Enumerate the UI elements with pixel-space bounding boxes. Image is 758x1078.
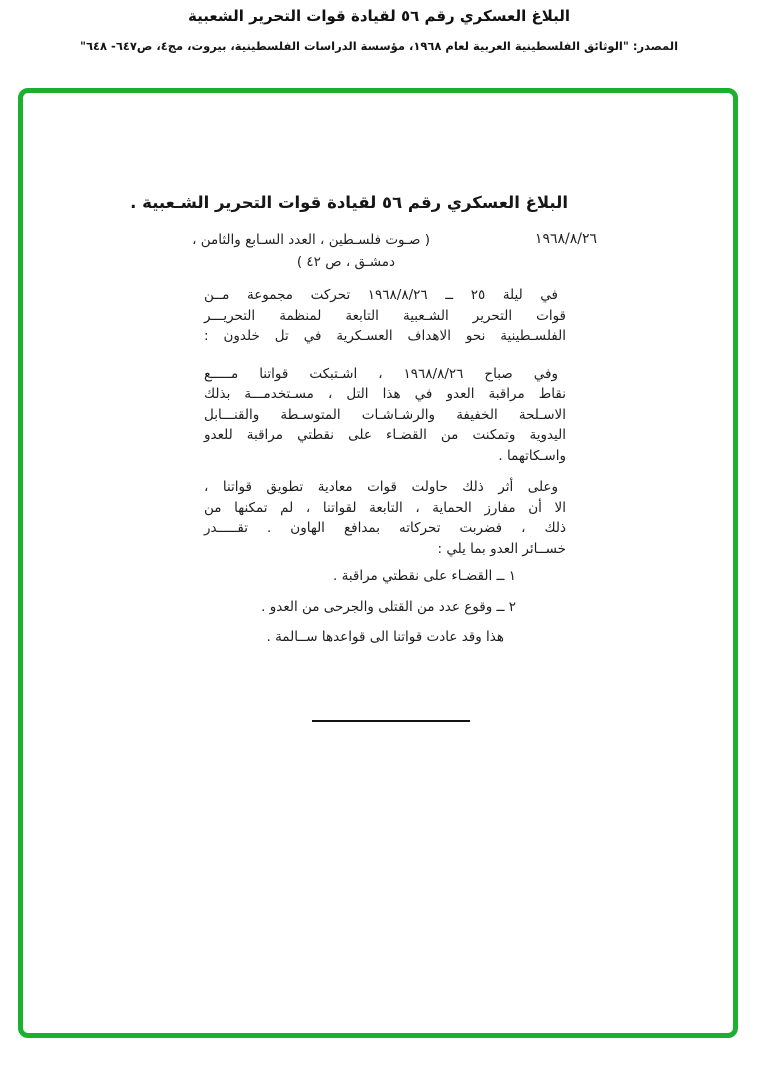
casualty-list (204, 566, 566, 617)
communique-title: البلاغ العسكري رقم ٥٦ لقيادة قوات التحرير الشـعبية . (130, 193, 568, 212)
body-paragraph-3 (204, 477, 566, 559)
paragraph-line: وفي صباح ١٩٦٨/٨/٢٦ ، اشـتبكت قواتنا مـــــع (204, 365, 558, 382)
list-item-1: ١ ــ القضـاء على نقطتي مراقبة . (333, 568, 516, 584)
paragraph-line: الاسـلحة الخفيفة والرشـاشـات المتوسـطة والقنـــابل (204, 406, 566, 423)
page-header-title: البلاغ العسكري رقم ٥٦ لقيادة قوات التحرير الشعبية (188, 7, 570, 25)
page-header-source: المصدر: "الوثائق الفلسطينية العربية لعام ١٩٦٨، مؤسسة الدراسات الفلسطينية، بيروت، مج٤، ص٦٤٧- ٦٤٨" (79, 39, 679, 53)
body-paragraph-1 (204, 285, 566, 347)
paragraph-line: قوات التحرير الشـعبية التابعة لمنظمة التحريـــر (204, 307, 566, 324)
body-paragraph-2 (204, 364, 566, 467)
paragraph-line: نقاط مراقبة العدو في هذا التل ، مسـتخدمـــة بذلك (204, 386, 566, 402)
press-citation (108, 229, 430, 273)
communique-body (204, 285, 566, 648)
scan-frame (18, 88, 738, 1038)
citation-line-2: دمشـق ، ص ٤٢ ) (296, 254, 395, 270)
closing-line: هذا وقد عادت قواتنا الى قواعدها ســالمة . (266, 629, 504, 645)
paragraph-line: الا أن مفارز الحماية ، التابعة لقواتنا ، لم تمكنها من (204, 499, 566, 516)
paragraph-line: ذلك ، فضربت تحركاته بمدافع الهاون . تقـــــدر (204, 520, 566, 536)
paragraph-line: الفلسـطينية نحو الاهداف العسـكرية في تل خلدون : (204, 328, 566, 344)
citation-line-1: ( صـوت فلسـطين ، العدد السـابع والثامن ، (192, 232, 430, 248)
list-item-2: ٢ ــ وقوع عدد من القتلى والجرحى من العدو . (261, 598, 516, 615)
paragraph-line: وعلى أثر ذلك حاولت قوات معادية تطويق قواتنا ، (204, 479, 558, 495)
paragraph-line: واسـكاتهما . (498, 447, 566, 464)
paragraph-line: خســائر العدو بما يلي : (437, 540, 566, 557)
communique-date: ١٩٦٨/٨/٢٦ (534, 231, 597, 247)
paragraph-line: في ليلة ٢٥ ــ ١٩٦٨/٨/٢٦ تحركت مجموعة مــن (204, 287, 558, 303)
paragraph-line: اليدوية وتمكنت من القضـاء على نقطتي مراقبة للعدو (204, 427, 566, 443)
separator-rule (312, 720, 470, 722)
